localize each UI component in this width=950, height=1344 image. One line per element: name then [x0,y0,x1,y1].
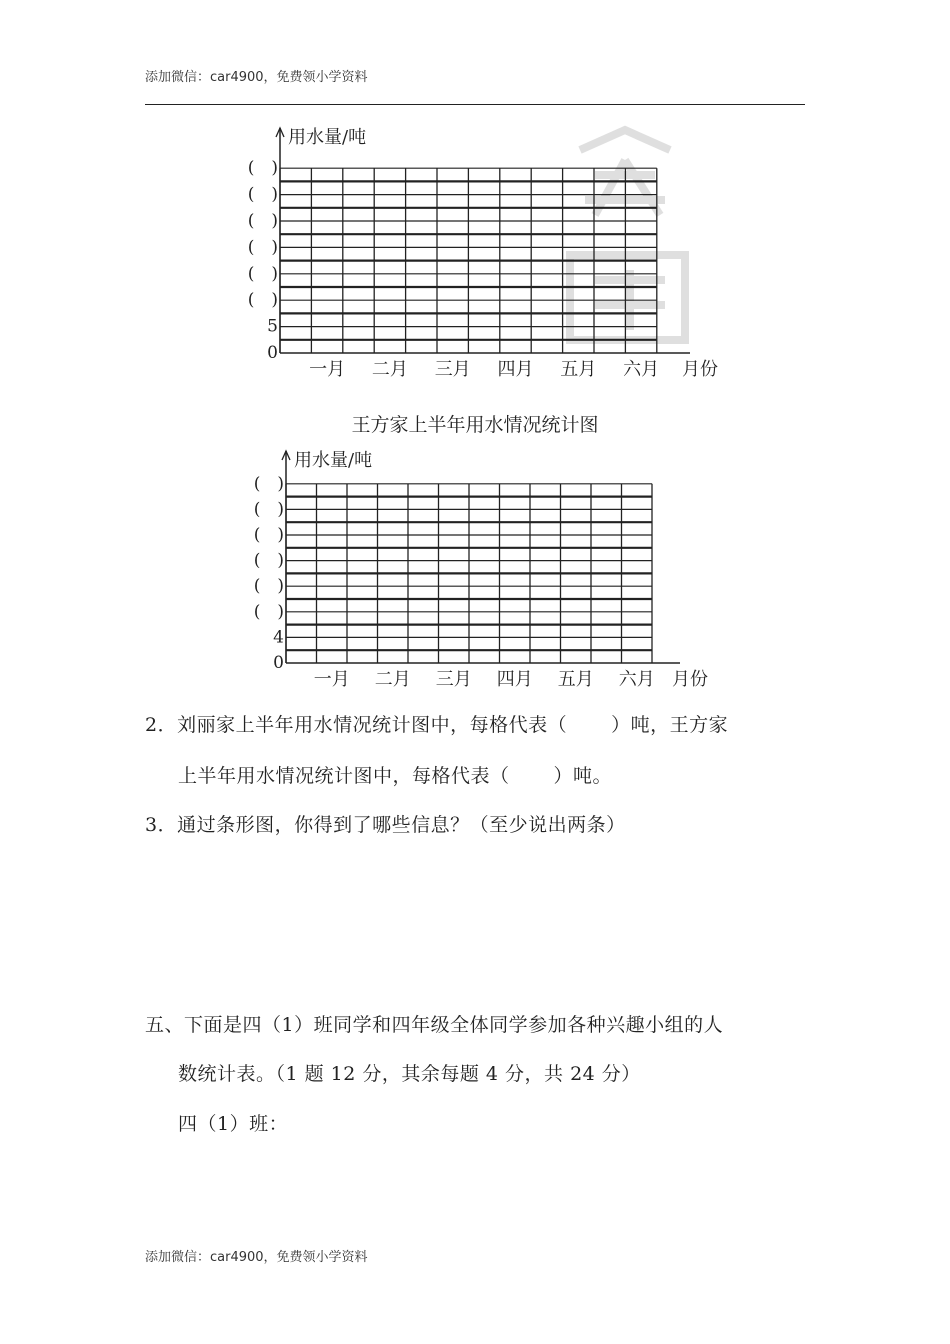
section5-line2: 数统计表。（1 题 12 分，其余每题 4 分，共 24 分） [178,1063,641,1085]
chart2-x-tick-label: 四月 [496,669,533,690]
chart1-x-tick-label: 一月 [309,359,346,380]
chart2-y-tick-label: ( ) [253,576,284,597]
chart1-y-label: 用水量/吨 [288,127,367,148]
chart2-x-tick-label: 一月 [313,669,350,690]
chart1-liuli [0,120,950,390]
question-2-line1 [145,710,728,737]
chart2-y-tick-label: ( ) [253,601,284,622]
chart1-y-tick-label: ( ) [247,237,278,258]
chart2-x-tick-label: 三月 [435,669,472,690]
chart1-x-tick-label: 四月 [497,359,534,380]
chart1-x-tick-label: 五月 [560,359,597,380]
chart2-y-tick-label: ( ) [253,550,284,571]
chart1-x-tick-label: 二月 [371,359,408,380]
chart2-y-tick-label: ( ) [253,499,284,520]
chart1-x-tick-label: 三月 [434,359,471,380]
chart1-y-tick-label: ( ) [247,263,278,284]
chart1-y-tick-label: ( ) [247,184,278,205]
chart2-x-tick-label: 二月 [374,669,411,690]
chart2-y-tick-label: 0 [273,653,284,673]
q2-text-b: ）吨，王方家 [611,714,729,736]
chart1-x-tick-label: 六月 [623,359,660,380]
question-2-line2 [178,761,612,788]
header-text: 添加微信：car4900，免费领小学资料 [145,70,368,85]
chart1-y-tick-label: 0 [267,343,278,363]
chart1-y-tick-label: ( ) [247,158,278,179]
chart1-x-label: 月份 [682,359,718,380]
q2-text-c: 上半年用水情况统计图中，每格代表（ [178,765,510,787]
q2-text-d: ）吨。 [553,765,613,787]
chart2-x-tick-label: 五月 [557,669,594,690]
chart1-y-tick-label: 5 [267,316,278,337]
chart2-y-tick-label: ( ) [253,525,284,545]
section5-subheading: 四（1）班： [178,1113,289,1135]
chart2-x-label: 月份 [672,669,708,690]
chart2-y-label: 用水量/吨 [294,450,373,471]
chart2-x-tick-label: 六月 [618,669,655,690]
header-divider [145,104,805,105]
chart2-y-tick-label: ( ) [253,473,284,494]
footer-text: 添加微信：car4900，免费领小学资料 [145,1250,368,1265]
section5-line1: 五、下面是四（1）班同学和四年级全体同学参加各种兴趣小组的人 [145,1014,724,1036]
q2-text-a: 2．刘丽家上半年用水情况统计图中，每格代表（ [145,714,568,736]
chart2-y-tick-label: 4 [273,627,284,648]
chart1-y-tick-label: ( ) [247,290,278,311]
chart1-y-tick-label: ( ) [247,211,278,231]
question-3: 3．通过条形图，你得到了哪些信息？（至少说出两条） [145,814,626,836]
chart2-caption: 王方家上半年用水情况统计图 [351,414,599,436]
chart2-wangfang [0,445,950,695]
